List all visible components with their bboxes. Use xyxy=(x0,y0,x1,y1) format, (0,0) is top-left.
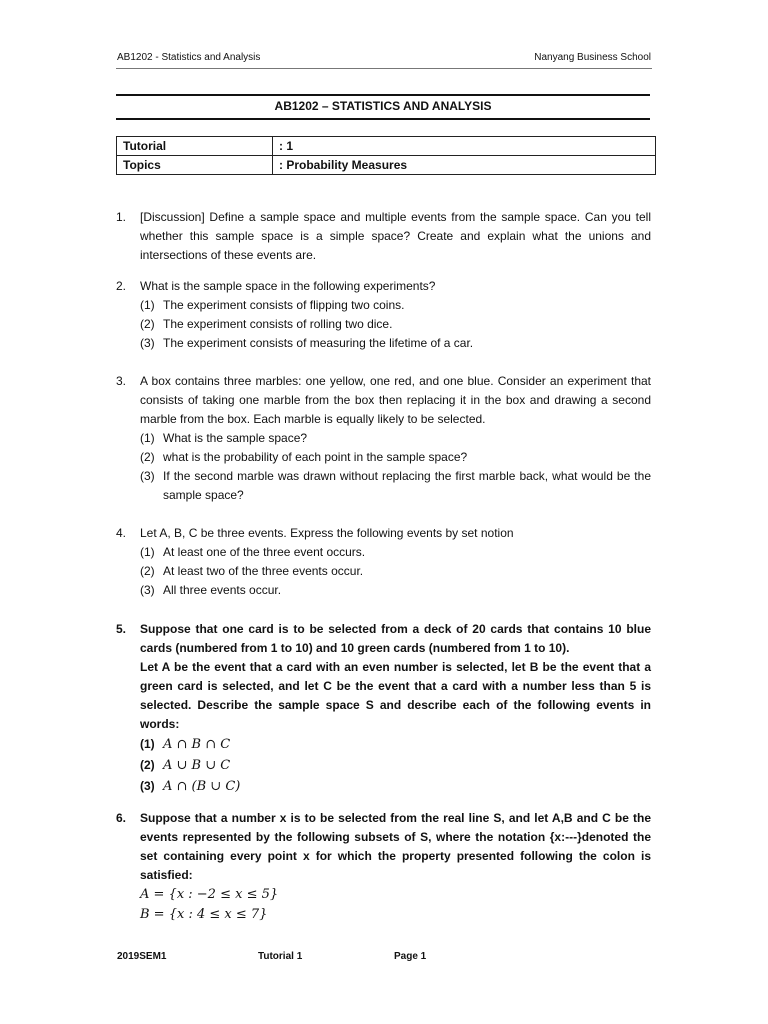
footer-page-number: Page 1 xyxy=(394,951,427,962)
set-definition-b: B = {x : 4 ≤ x ≤ 7} xyxy=(140,907,268,922)
list-item: (2) what is the probability of each point in the sample space? xyxy=(140,450,468,464)
question-text: Let A, B, C be three events. Express the following events by set notion xyxy=(140,526,514,540)
footer-tutorial: Tutorial 1 xyxy=(258,951,303,962)
list-item: (3) A ∩ (B ∪ C) xyxy=(140,779,241,794)
topics-label: Topics xyxy=(117,156,273,175)
document-title: AB1202 – STATISTICS AND ANALYSIS xyxy=(274,99,492,113)
set-definition-a: A = {x : −2 ≤ x ≤ 5} xyxy=(140,887,279,902)
table-row xyxy=(117,156,656,175)
question-text: A box contains three marbles: one yellow, one red, and one blue. Consider an experiment that consists of taking one marble from the box then replacing it in the box and drawing a second marble from the box. Each marble is equally likely to be selected. xyxy=(140,374,651,426)
list-item: (2) The experiment consists of rolling two dice. xyxy=(140,317,393,331)
title-top-rule xyxy=(116,94,650,96)
question-2 xyxy=(116,277,651,353)
list-item: (2) A ∪ B ∪ C xyxy=(140,758,231,773)
list-item: (2) At least two of the three events occur. xyxy=(140,564,364,578)
question-number: 2. xyxy=(116,279,127,293)
question-number: 4. xyxy=(116,526,127,540)
header-divider xyxy=(116,68,652,69)
tutorial-value: : 1 xyxy=(273,137,656,156)
list-item: (3) The experiment consists of measuring the lifetime of a car. xyxy=(140,336,474,350)
header-school: Nanyang Business School xyxy=(534,52,651,63)
question-6 xyxy=(116,809,651,925)
question-4 xyxy=(116,524,651,600)
question-5 xyxy=(116,620,651,797)
question-text: What is the sample space in the following experiments? xyxy=(140,279,436,293)
list-item: (1) A ∩ B ∩ C xyxy=(140,737,231,752)
header-course: AB1202 - Statistics and Analysis xyxy=(117,52,261,63)
question-text-continued: Let A be the event that a card with an even number is selected, let B be the event that a green card is selected, and let C be the event that a card with a number less than 5 is selected. Describe the sample space S and describe each of the following events in words: xyxy=(140,660,651,731)
question-number: 1. xyxy=(116,210,127,224)
list-item: (1) The experiment consists of flipping two coins. xyxy=(140,298,405,312)
question-number: 5. xyxy=(116,622,127,636)
list-item: (3) If the second marble was drawn without replacing the first marble back, what would be the sample space? xyxy=(140,469,651,502)
title-bottom-rule xyxy=(116,118,650,120)
footer-term: 2019SEM1 xyxy=(117,951,167,962)
question-text: Suppose that one card is to be selected from a deck of 20 cards that contains 10 blue cards (numbered from 1 to 10) and 10 green cards (numbered from 1 to 10). xyxy=(140,622,651,655)
tutorial-label: Tutorial xyxy=(117,137,273,156)
topics-value: : Probability Measures xyxy=(273,156,656,175)
question-text: Suppose that a number x is to be selected from the real line S, and let A,B and C be the events represented by the following subsets of S, where the notation {x:---}denoted the set containing every point x for which the property presented following the colon is satisfied: xyxy=(140,811,651,882)
question-3 xyxy=(116,372,651,505)
table-row xyxy=(117,137,656,156)
question-1 xyxy=(116,208,651,265)
list-item: (1) At least one of the three event occurs. xyxy=(140,545,366,559)
question-number: 3. xyxy=(116,374,127,388)
question-number: 6. xyxy=(116,811,127,825)
question-text: [Discussion] Define a sample space and multiple events from the sample space. Can you tell whether this sample space is a simple space? Create and explain what the unions and intersections of these events are. xyxy=(140,210,651,262)
list-item: (1) What is the sample space? xyxy=(140,431,308,445)
list-item: (3) All three events occur. xyxy=(140,583,282,597)
tutorial-info-table xyxy=(116,136,656,175)
